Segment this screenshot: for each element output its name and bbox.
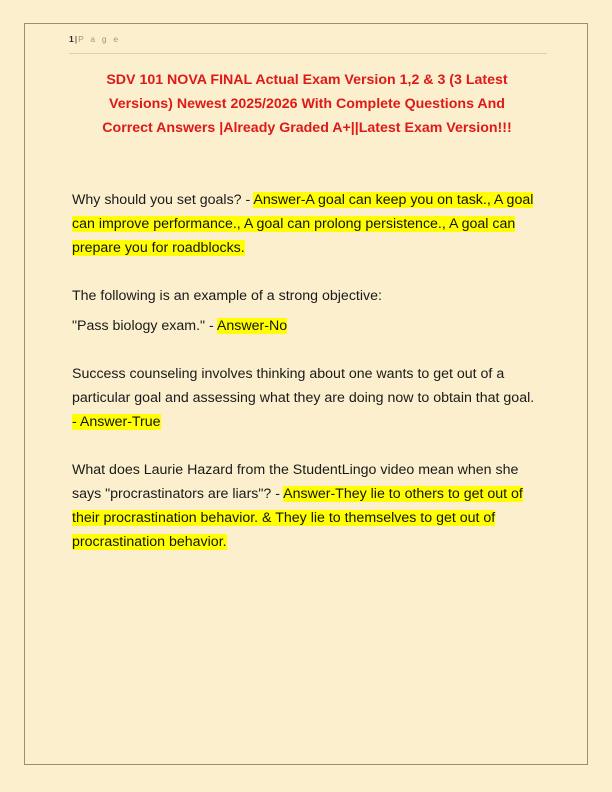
qa-q3-question: Success counseling involves thinking about one wants to get out of a particular goal and assessing what they are doing now to obtain that goal. xyxy=(72,366,535,406)
header-page-word: P a g e xyxy=(78,34,121,44)
gap-q3-q4 xyxy=(72,434,542,458)
page-title: SDV 101 NOVA FINAL Actual Exam Version 1,2 & 3 (3 Latest Versions) Newest 2025/2026 With Complete Questions And Correct Answers |Already Graded A+||Latest Exam Version!!! xyxy=(102,72,512,136)
qa-item-q4 xyxy=(72,458,542,554)
qa-q4-answer-highlight: Answer-They lie to others to get out of their procrastination behavior. & They lie to themselves to get out of procrastination behavior. xyxy=(72,486,523,550)
qa-item-q3 xyxy=(72,362,542,434)
qa-q2-line-1: The following is an example of a strong objective: xyxy=(72,288,382,304)
document-page xyxy=(24,23,588,765)
header-divider xyxy=(69,53,547,54)
qa-item-q2 xyxy=(72,284,542,338)
qa-q4-text xyxy=(72,458,542,554)
qa-q1-text xyxy=(72,188,542,260)
header-separator: | xyxy=(74,34,78,44)
qa-q4-question: What does Laurie Hazard from the StudentLingo video mean when she says "procrastinators are liars"? - xyxy=(72,462,519,502)
gap-q2-q3 xyxy=(72,338,542,362)
header-page-label xyxy=(69,33,547,45)
gap-q1-q2 xyxy=(72,260,542,284)
qa-item-q1 xyxy=(72,188,542,260)
header-page-number: 1 xyxy=(69,34,74,44)
qa-q1-question: Why should you set goals? - xyxy=(72,192,254,208)
qa-q3-text xyxy=(72,362,542,434)
qa-q2-question: "Pass biology exam." - xyxy=(72,318,217,334)
running-header xyxy=(69,33,547,45)
qa-q1-answer-highlight: Answer-A goal can keep you on task., A goal can improve performance., A goal can prolong persistence., A goal can prepare you for roadblocks. xyxy=(72,192,534,256)
document-body xyxy=(72,68,542,554)
title-gap-spacer xyxy=(72,140,542,188)
qa-q3-answer-highlight: - Answer-True xyxy=(72,414,161,430)
qa-q2-line-2 xyxy=(72,314,542,338)
qa-q2-answer-highlight: Answer-No xyxy=(216,318,288,334)
